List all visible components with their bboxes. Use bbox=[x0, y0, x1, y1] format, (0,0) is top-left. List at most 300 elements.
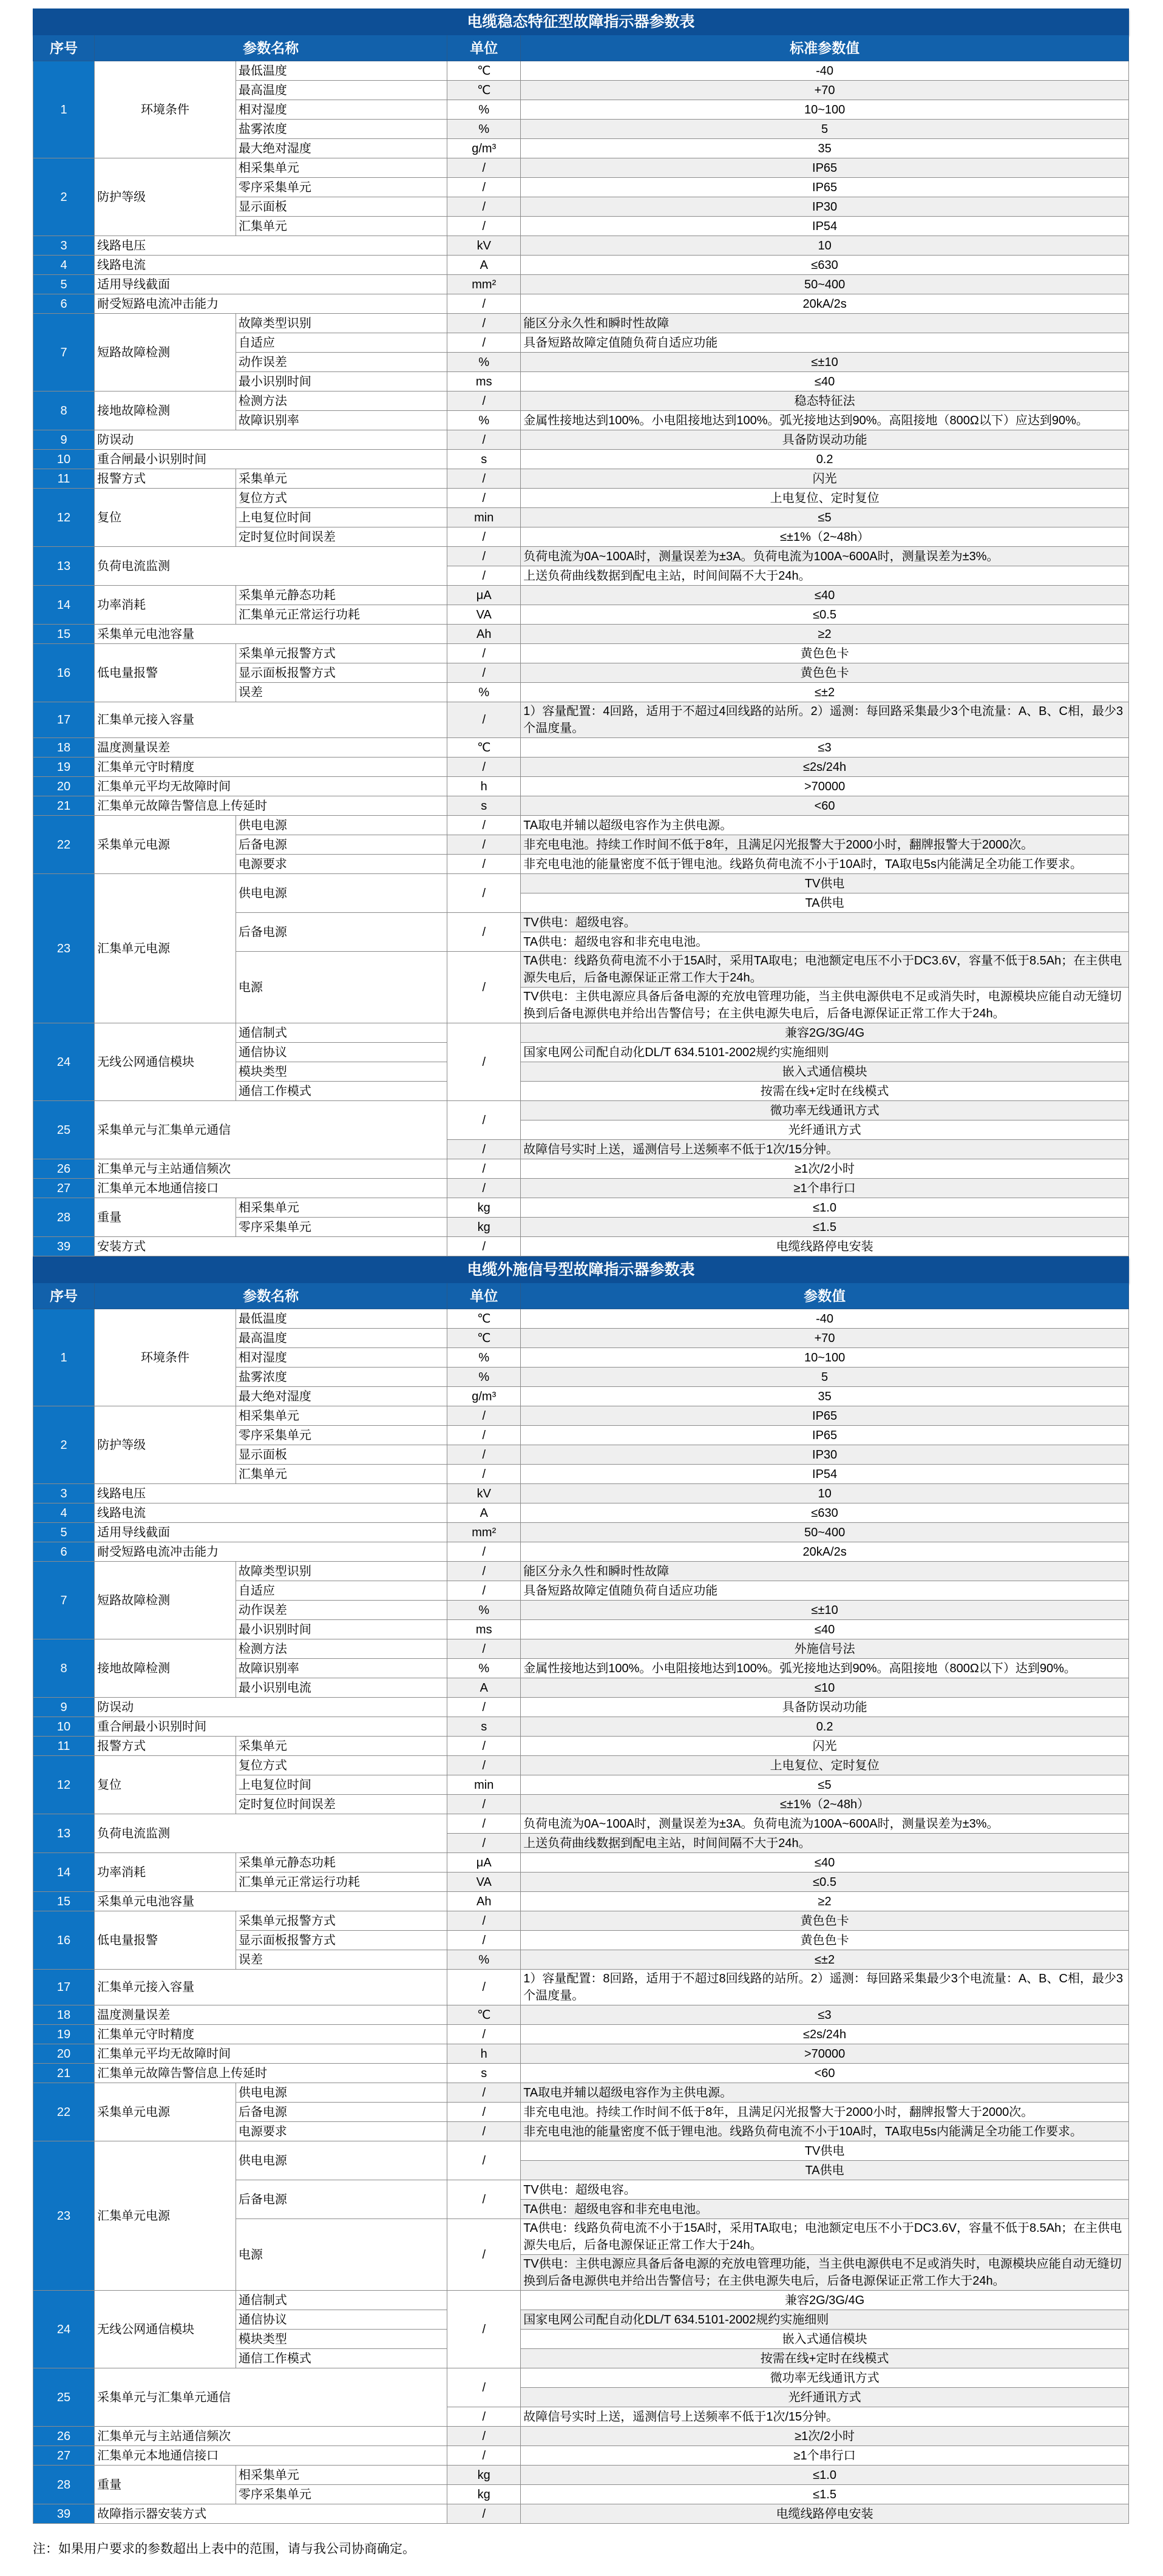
table-row bbox=[33, 1717, 1129, 1737]
row-number-cell: 26 bbox=[33, 2427, 95, 2446]
param-group-cell: 温度测量误差 bbox=[95, 738, 447, 758]
param-group-cell: 汇集单元与主站通信频次 bbox=[95, 2427, 447, 2446]
value-cell: 黄色色卡 bbox=[521, 1911, 1129, 1931]
unit-cell: / bbox=[447, 1756, 521, 1775]
row-number-cell: 23 bbox=[33, 2141, 95, 2291]
value-cell: 故障信号实时上送，遥测信号上送频率不低于1次/15分钟。 bbox=[521, 1140, 1129, 1159]
param-group-cell: 耐受短路电流冲击能力 bbox=[95, 294, 447, 314]
value-cell: >70000 bbox=[521, 777, 1129, 796]
table-row bbox=[33, 777, 1129, 796]
table-row bbox=[33, 2427, 1129, 2446]
row-number-cell: 28 bbox=[33, 2466, 95, 2504]
param-group-cell: 重合闸最小识别时间 bbox=[95, 450, 447, 469]
param-name-cell: 相采集单元 bbox=[236, 1198, 447, 1218]
unit-cell: / bbox=[447, 1562, 521, 1581]
table-row bbox=[33, 1542, 1129, 1562]
unit-cell: / bbox=[447, 1970, 521, 2005]
unit-cell: / bbox=[447, 952, 521, 1023]
row-number-cell: 4 bbox=[33, 1503, 95, 1523]
table-row bbox=[33, 644, 1129, 663]
table-row bbox=[33, 625, 1129, 644]
unit-cell: kV bbox=[447, 236, 521, 256]
param-name-cell: 相对湿度 bbox=[236, 1348, 447, 1368]
param-name-cell: 最高温度 bbox=[236, 1329, 447, 1348]
unit-cell: / bbox=[447, 314, 521, 333]
unit-cell: / bbox=[447, 2141, 521, 2180]
param-name-cell: 采集单元静态功耗 bbox=[236, 586, 447, 605]
param-group-cell: 接地故障检测 bbox=[95, 1639, 236, 1698]
value-cell: ≥2 bbox=[521, 1892, 1129, 1911]
value-cell: 50~400 bbox=[521, 1523, 1129, 1542]
table-row bbox=[33, 1562, 1129, 1581]
unit-cell: kg bbox=[447, 2466, 521, 2485]
row-number-cell: 8 bbox=[33, 1639, 95, 1698]
param-group-cell: 汇集单元平均无故障时间 bbox=[95, 777, 447, 796]
param-name-cell: 检测方法 bbox=[236, 391, 447, 411]
param-name-cell: 后备电源 bbox=[236, 2180, 447, 2219]
param-group-cell: 适用导线截面 bbox=[95, 275, 447, 294]
table-row bbox=[33, 2064, 1129, 2083]
param-group-cell: 重量 bbox=[95, 2466, 236, 2504]
param-name-cell: 电源要求 bbox=[236, 2122, 447, 2141]
table-row bbox=[33, 469, 1129, 489]
table-title: 电缆稳态特征型故障指示器参数表 bbox=[33, 9, 1129, 35]
unit-cell: % bbox=[447, 683, 521, 702]
row-number-cell: 17 bbox=[33, 702, 95, 738]
table-row bbox=[33, 489, 1129, 508]
param-group-cell: 短路故障检测 bbox=[95, 314, 236, 391]
unit-cell: kg bbox=[447, 1198, 521, 1218]
unit-cell: / bbox=[447, 391, 521, 411]
table-row bbox=[33, 61, 1129, 81]
table-row bbox=[33, 275, 1129, 294]
param-name-cell: 故障类型识别 bbox=[236, 1562, 447, 1581]
table-row bbox=[33, 2291, 1129, 2310]
param-name-cell: 模块类型 bbox=[236, 1062, 447, 1082]
unit-cell: / bbox=[447, 855, 521, 874]
table-row bbox=[33, 1639, 1129, 1659]
param-name-cell: 通信工作模式 bbox=[236, 2349, 447, 2368]
value-cell: 具备防误动功能 bbox=[521, 430, 1129, 450]
param-name-cell: 零序采集单元 bbox=[236, 1218, 447, 1237]
table-row bbox=[33, 702, 1129, 738]
value-cell: 国家电网公司配自动化DL/T 634.5101-2002规约实施细则 bbox=[521, 2310, 1129, 2330]
value-cell: 按需在线+定时在线模式 bbox=[521, 1082, 1129, 1101]
param-name-cell: 复位方式 bbox=[236, 489, 447, 508]
table-row bbox=[33, 236, 1129, 256]
unit-cell: g/m³ bbox=[447, 1387, 521, 1406]
param-name-cell: 电源 bbox=[236, 2219, 447, 2291]
unit-cell: / bbox=[447, 2407, 521, 2427]
row-number-cell: 20 bbox=[33, 2044, 95, 2064]
value-cell: 黄色色卡 bbox=[521, 644, 1129, 663]
unit-cell: / bbox=[447, 1911, 521, 1931]
row-number-cell: 10 bbox=[33, 1717, 95, 1737]
table-row bbox=[33, 2466, 1129, 2485]
unit-cell: mm² bbox=[447, 275, 521, 294]
param-name-cell: 误差 bbox=[236, 683, 447, 702]
value-cell: 能区分永久性和瞬时性故障 bbox=[521, 314, 1129, 333]
value-cell: 50~400 bbox=[521, 275, 1129, 294]
unit-cell: / bbox=[447, 1101, 521, 1140]
table-row bbox=[33, 1756, 1129, 1775]
param-group-cell: 线路电压 bbox=[95, 236, 447, 256]
param-name-cell: 复位方式 bbox=[236, 1756, 447, 1775]
unit-cell: / bbox=[447, 1140, 521, 1159]
spec-tables-container bbox=[33, 8, 1129, 2524]
unit-cell: A bbox=[447, 256, 521, 275]
table-row bbox=[33, 391, 1129, 411]
value-cell: 微功率无线通讯方式 bbox=[521, 1101, 1129, 1120]
unit-cell: h bbox=[447, 777, 521, 796]
param-name-cell: 最大绝对湿度 bbox=[236, 1387, 447, 1406]
param-group-cell: 报警方式 bbox=[95, 1737, 236, 1756]
param-group-cell: 防误动 bbox=[95, 1698, 447, 1717]
value-cell: 故障信号实时上送，遥测信号上送频率不低于1次/15分钟。 bbox=[521, 2407, 1129, 2427]
param-group-cell: 汇集单元与主站通信频次 bbox=[95, 1159, 447, 1179]
unit-cell: s bbox=[447, 1717, 521, 1737]
unit-cell: / bbox=[447, 333, 521, 353]
unit-cell: / bbox=[447, 2025, 521, 2044]
param-name-cell: 采集单元 bbox=[236, 469, 447, 489]
row-number-cell: 3 bbox=[33, 1484, 95, 1503]
param-group-cell: 汇集单元接入容量 bbox=[95, 1970, 447, 2005]
table-row bbox=[33, 1159, 1129, 1179]
table-row bbox=[33, 1484, 1129, 1503]
value-cell: TA供电：超级电容和非充电电池。 bbox=[521, 2200, 1129, 2219]
table-row bbox=[33, 1523, 1129, 1542]
row-number-cell: 19 bbox=[33, 758, 95, 777]
row-number-cell: 25 bbox=[33, 2368, 95, 2427]
param-name-cell: 采集单元报警方式 bbox=[236, 644, 447, 663]
value-cell: 兼容2G/3G/4G bbox=[521, 1023, 1129, 1043]
param-name-cell: 上电复位时间 bbox=[236, 1775, 447, 1795]
value-cell: ≤2s/24h bbox=[521, 758, 1129, 777]
param-name-cell: 故障识别率 bbox=[236, 1659, 447, 1678]
value-cell: TA供电 bbox=[521, 893, 1129, 913]
value-cell: IP54 bbox=[521, 217, 1129, 236]
value-cell: 1）容量配置：8回路，适用于不超过8回线路的站所。2）遥测：每回路采集最少3个电流量：A、B、C相，最少3个温度量。 bbox=[521, 1970, 1129, 2005]
table-row bbox=[33, 1309, 1129, 1329]
table-row bbox=[33, 1503, 1129, 1523]
unit-cell: / bbox=[447, 1023, 521, 1101]
value-cell: 闪光 bbox=[521, 469, 1129, 489]
row-number-cell: 4 bbox=[33, 256, 95, 275]
param-name-cell: 显示面板报警方式 bbox=[236, 1931, 447, 1950]
row-number-cell: 22 bbox=[33, 2083, 95, 2141]
value-cell: TA取电并辅以超级电容作为主供电源。 bbox=[521, 816, 1129, 835]
unit-cell: % bbox=[447, 1950, 521, 1970]
unit-cell: ℃ bbox=[447, 1309, 521, 1329]
value-cell: 10~100 bbox=[521, 1348, 1129, 1368]
param-name-cell: 最小识别电流 bbox=[236, 1678, 447, 1698]
param-name-cell: 最小识别时间 bbox=[236, 372, 447, 391]
unit-cell: / bbox=[447, 1814, 521, 1834]
param-group-cell: 采集单元电池容量 bbox=[95, 1892, 447, 1911]
value-cell: -40 bbox=[521, 61, 1129, 81]
row-number-cell: 5 bbox=[33, 275, 95, 294]
value-cell: <60 bbox=[521, 796, 1129, 816]
unit-cell: / bbox=[447, 1426, 521, 1445]
param-name-cell: 故障类型识别 bbox=[236, 314, 447, 333]
unit-cell: VA bbox=[447, 605, 521, 625]
table-row bbox=[33, 1970, 1129, 2005]
unit-cell: min bbox=[447, 1775, 521, 1795]
unit-cell: kg bbox=[447, 2485, 521, 2504]
param-group-cell: 温度测量误差 bbox=[95, 2005, 447, 2025]
param-name-cell: 通信工作模式 bbox=[236, 1082, 447, 1101]
param-name-cell: 后备电源 bbox=[236, 835, 447, 855]
param-name-cell: 相对湿度 bbox=[236, 100, 447, 120]
row-number-cell: 9 bbox=[33, 430, 95, 450]
param-group-cell: 汇集单元守时精度 bbox=[95, 2025, 447, 2044]
param-name-cell: 显示面板报警方式 bbox=[236, 663, 447, 683]
value-cell: ≤3 bbox=[521, 2005, 1129, 2025]
param-group-cell: 线路电流 bbox=[95, 256, 447, 275]
value-cell: ≥2 bbox=[521, 625, 1129, 644]
table-row bbox=[33, 2141, 1129, 2161]
value-cell: ≥1个串行口 bbox=[521, 1179, 1129, 1198]
value-cell: IP65 bbox=[521, 1426, 1129, 1445]
unit-cell: / bbox=[447, 566, 521, 586]
value-cell: 黄色色卡 bbox=[521, 663, 1129, 683]
unit-cell: % bbox=[447, 1659, 521, 1678]
value-cell: 光纤通讯方式 bbox=[521, 2388, 1129, 2407]
value-cell: 嵌入式通信模块 bbox=[521, 2330, 1129, 2349]
param-name-cell: 零序采集单元 bbox=[236, 1426, 447, 1445]
value-cell: IP65 bbox=[521, 158, 1129, 178]
unit-cell: / bbox=[447, 1581, 521, 1601]
param-group-cell: 耐受短路电流冲击能力 bbox=[95, 1542, 447, 1562]
param-name-cell: 通信协议 bbox=[236, 1043, 447, 1062]
value-cell: 闪光 bbox=[521, 1737, 1129, 1756]
param-name-cell: 后备电源 bbox=[236, 913, 447, 952]
table-row bbox=[33, 2504, 1129, 2524]
param-group-cell: 汇集单元电源 bbox=[95, 2141, 236, 2291]
unit-cell: / bbox=[447, 2427, 521, 2446]
table-row bbox=[33, 314, 1129, 333]
value-cell: IP30 bbox=[521, 197, 1129, 217]
value-cell: ≤10 bbox=[521, 1678, 1129, 1698]
table-row bbox=[33, 1911, 1129, 1931]
value-cell: ≤0.5 bbox=[521, 605, 1129, 625]
row-number-cell: 6 bbox=[33, 1542, 95, 1562]
param-name-cell: 零序采集单元 bbox=[236, 2485, 447, 2504]
value-cell: 1）容量配置：4回路，适用于不超过4回线路的站所。2）遥测：每回路采集最少3个电流量：A、B、C相，最少3个温度量。 bbox=[521, 702, 1129, 738]
unit-cell: / bbox=[447, 663, 521, 683]
value-cell: TV供电：主供电源应具备后备电源的充放电管理功能，当主供电源供电不足或消失时，电源模块应能自动无缝切换到后备电源供电并给出告警信号；在主供电源失电后，后备电源保证正常工作大于24h。 bbox=[521, 988, 1129, 1023]
unit-cell: / bbox=[447, 1542, 521, 1562]
param-group-cell: 采集单元电池容量 bbox=[95, 625, 447, 644]
value-cell: 上送负荷曲线数据到配电主站，时间间隔不大于24h。 bbox=[521, 1834, 1129, 1853]
value-cell: TV供电：主供电源应具备后备电源的充放电管理功能，当主供电源供电不足或消失时，电源模块应能自动无缝切换到后备电源供电并给出告警信号；在主供电源失电后，后备电源保证正常工作大于24h。 bbox=[521, 2255, 1129, 2291]
value-cell: 20kA/2s bbox=[521, 1542, 1129, 1562]
row-number-cell: 27 bbox=[33, 1179, 95, 1198]
value-cell: 嵌入式通信模块 bbox=[521, 1062, 1129, 1082]
param-group-cell: 重量 bbox=[95, 1198, 236, 1237]
param-name-cell: 最大绝对湿度 bbox=[236, 139, 447, 158]
unit-cell: / bbox=[447, 1698, 521, 1717]
param-name-cell: 供电电源 bbox=[236, 2083, 447, 2103]
row-number-cell: 16 bbox=[33, 1911, 95, 1970]
row-number-cell: 14 bbox=[33, 586, 95, 625]
col-header-name: 参数名称 bbox=[95, 1283, 447, 1309]
param-name-cell: 最小识别时间 bbox=[236, 1620, 447, 1639]
row-number-cell: 5 bbox=[33, 1523, 95, 1542]
row-number-cell: 11 bbox=[33, 469, 95, 489]
row-number-cell: 17 bbox=[33, 1970, 95, 2005]
param-name-cell: 上电复位时间 bbox=[236, 508, 447, 527]
row-number-cell: 15 bbox=[33, 625, 95, 644]
value-cell: IP30 bbox=[521, 1445, 1129, 1465]
param-group-cell: 接地故障检测 bbox=[95, 391, 236, 430]
value-cell: 按需在线+定时在线模式 bbox=[521, 2349, 1129, 2368]
param-name-cell: 采集单元 bbox=[236, 1737, 447, 1756]
row-number-cell: 21 bbox=[33, 2064, 95, 2083]
unit-cell: A bbox=[447, 1503, 521, 1523]
row-number-cell: 14 bbox=[33, 1853, 95, 1892]
unit-cell: Ah bbox=[447, 1892, 521, 1911]
param-group-cell: 报警方式 bbox=[95, 469, 236, 489]
value-cell: 电缆线路停电安装 bbox=[521, 2504, 1129, 2524]
value-cell: 0.2 bbox=[521, 450, 1129, 469]
param-name-cell: 盐雾浓度 bbox=[236, 1368, 447, 1387]
value-cell: 35 bbox=[521, 1387, 1129, 1406]
param-name-cell: 采集单元报警方式 bbox=[236, 1911, 447, 1931]
param-group-cell: 汇集单元守时精度 bbox=[95, 758, 447, 777]
table-row bbox=[33, 586, 1129, 605]
table-row bbox=[33, 874, 1129, 893]
table-row bbox=[33, 1406, 1129, 1426]
param-name-cell: 最高温度 bbox=[236, 81, 447, 100]
param-name-cell: 电源要求 bbox=[236, 855, 447, 874]
param-name-cell: 动作误差 bbox=[236, 353, 447, 372]
row-number-cell: 1 bbox=[33, 1309, 95, 1406]
table-row bbox=[33, 1023, 1129, 1043]
unit-cell: / bbox=[447, 430, 521, 450]
value-cell: ≤1.5 bbox=[521, 2485, 1129, 2504]
unit-cell: / bbox=[447, 1159, 521, 1179]
param-name-cell: 汇集单元 bbox=[236, 217, 447, 236]
row-number-cell: 19 bbox=[33, 2025, 95, 2044]
param-name-cell: 供电电源 bbox=[236, 874, 447, 913]
value-cell: ≤630 bbox=[521, 256, 1129, 275]
param-group-cell: 汇集单元本地通信接口 bbox=[95, 1179, 447, 1198]
row-number-cell: 13 bbox=[33, 547, 95, 586]
param-group-cell: 汇集单元本地通信接口 bbox=[95, 2446, 447, 2466]
value-cell: TA供电 bbox=[521, 2161, 1129, 2180]
row-number-cell: 8 bbox=[33, 391, 95, 430]
row-number-cell: 12 bbox=[33, 489, 95, 547]
row-number-cell: 28 bbox=[33, 1198, 95, 1237]
unit-cell: % bbox=[447, 411, 521, 430]
value-cell: TA供电：线路负荷电流不小于15A时，采用TA取电；电池额定电压不小于DC3.6V，容量不低于8.5Ah；在主供电源失电后，后备电源保证正常工作大于24h。 bbox=[521, 2219, 1129, 2255]
unit-cell: / bbox=[447, 527, 521, 547]
unit-cell: / bbox=[447, 2219, 521, 2291]
unit-cell: % bbox=[447, 1601, 521, 1620]
table-row bbox=[33, 1698, 1129, 1717]
value-cell: IP54 bbox=[521, 1465, 1129, 1484]
value-cell: ≤2s/24h bbox=[521, 2025, 1129, 2044]
param-name-cell: 供电电源 bbox=[236, 2141, 447, 2180]
param-name-cell: 通信制式 bbox=[236, 1023, 447, 1043]
value-cell: ≤40 bbox=[521, 1853, 1129, 1873]
param-group-cell: 采集单元与汇集单元通信 bbox=[95, 2368, 447, 2427]
value-cell: ≥1个串行口 bbox=[521, 2446, 1129, 2466]
unit-cell: VA bbox=[447, 1873, 521, 1892]
param-name-cell: 电源 bbox=[236, 952, 447, 1023]
unit-cell: / bbox=[447, 2368, 521, 2407]
value-cell: TV供电：超级电容。 bbox=[521, 2180, 1129, 2200]
unit-cell: / bbox=[447, 702, 521, 738]
param-group-cell: 汇集单元故障告警信息上传延时 bbox=[95, 2064, 447, 2083]
unit-cell: ms bbox=[447, 1620, 521, 1639]
unit-cell: A bbox=[447, 1678, 521, 1698]
unit-cell: / bbox=[447, 2103, 521, 2122]
param-name-cell: 相采集单元 bbox=[236, 158, 447, 178]
row-number-cell: 11 bbox=[33, 1737, 95, 1756]
unit-cell: s bbox=[447, 2064, 521, 2083]
param-group-cell: 安装方式 bbox=[95, 1237, 447, 1256]
value-cell: ≤1.5 bbox=[521, 1218, 1129, 1237]
param-name-cell: 零序采集单元 bbox=[236, 178, 447, 197]
row-number-cell: 10 bbox=[33, 450, 95, 469]
param-name-cell: 模块类型 bbox=[236, 2330, 447, 2349]
param-name-cell: 供电电源 bbox=[236, 816, 447, 835]
table-row bbox=[33, 1892, 1129, 1911]
param-name-cell: 汇集单元正常运行功耗 bbox=[236, 605, 447, 625]
param-name-cell: 最低温度 bbox=[236, 61, 447, 81]
value-cell: TV供电 bbox=[521, 874, 1129, 893]
row-number-cell: 1 bbox=[33, 61, 95, 158]
value-cell: ≤0.5 bbox=[521, 1873, 1129, 1892]
value-cell: ≤5 bbox=[521, 1775, 1129, 1795]
value-cell: TA供电：线路负荷电流不小于15A时，采用TA取电；电池额定电压不小于DC3.6V，容量不低于8.5Ah；在主供电源失电后，后备电源保证正常工作大于24h。 bbox=[521, 952, 1129, 988]
param-name-cell: 显示面板 bbox=[236, 197, 447, 217]
value-cell: 金属性接地达到100%。小电阻接地达到100%。弧光接地达到90%。高阻接地（800Ω以下）应达到90%。 bbox=[521, 411, 1129, 430]
value-cell: 10~100 bbox=[521, 100, 1129, 120]
unit-cell: min bbox=[447, 508, 521, 527]
unit-cell: / bbox=[447, 197, 521, 217]
unit-cell: ℃ bbox=[447, 738, 521, 758]
unit-cell: s bbox=[447, 796, 521, 816]
value-cell: TA取电并辅以超级电容作为主供电源。 bbox=[521, 2083, 1129, 2103]
value-cell: ≤630 bbox=[521, 1503, 1129, 1523]
value-cell: ≤5 bbox=[521, 508, 1129, 527]
value-cell: ≤±1%（2~48h） bbox=[521, 527, 1129, 547]
row-number-cell: 7 bbox=[33, 1562, 95, 1639]
value-cell: ≤40 bbox=[521, 372, 1129, 391]
value-cell: ≤3 bbox=[521, 738, 1129, 758]
unit-cell: / bbox=[447, 469, 521, 489]
unit-cell: μA bbox=[447, 586, 521, 605]
unit-cell: / bbox=[447, 1406, 521, 1426]
value-cell: TV供电：超级电容。 bbox=[521, 913, 1129, 932]
unit-cell: / bbox=[447, 158, 521, 178]
row-number-cell: 16 bbox=[33, 644, 95, 702]
row-number-cell: 9 bbox=[33, 1698, 95, 1717]
value-cell: -40 bbox=[521, 1309, 1129, 1329]
param-name-cell: 相采集单元 bbox=[236, 2466, 447, 2485]
unit-cell: ℃ bbox=[447, 1329, 521, 1348]
unit-cell: kV bbox=[447, 1484, 521, 1503]
unit-cell: / bbox=[447, 489, 521, 508]
table-row bbox=[33, 1737, 1129, 1756]
param-group-cell: 采集单元电源 bbox=[95, 2083, 236, 2141]
row-number-cell: 3 bbox=[33, 236, 95, 256]
param-name-cell: 后备电源 bbox=[236, 2103, 447, 2122]
row-number-cell: 18 bbox=[33, 2005, 95, 2025]
